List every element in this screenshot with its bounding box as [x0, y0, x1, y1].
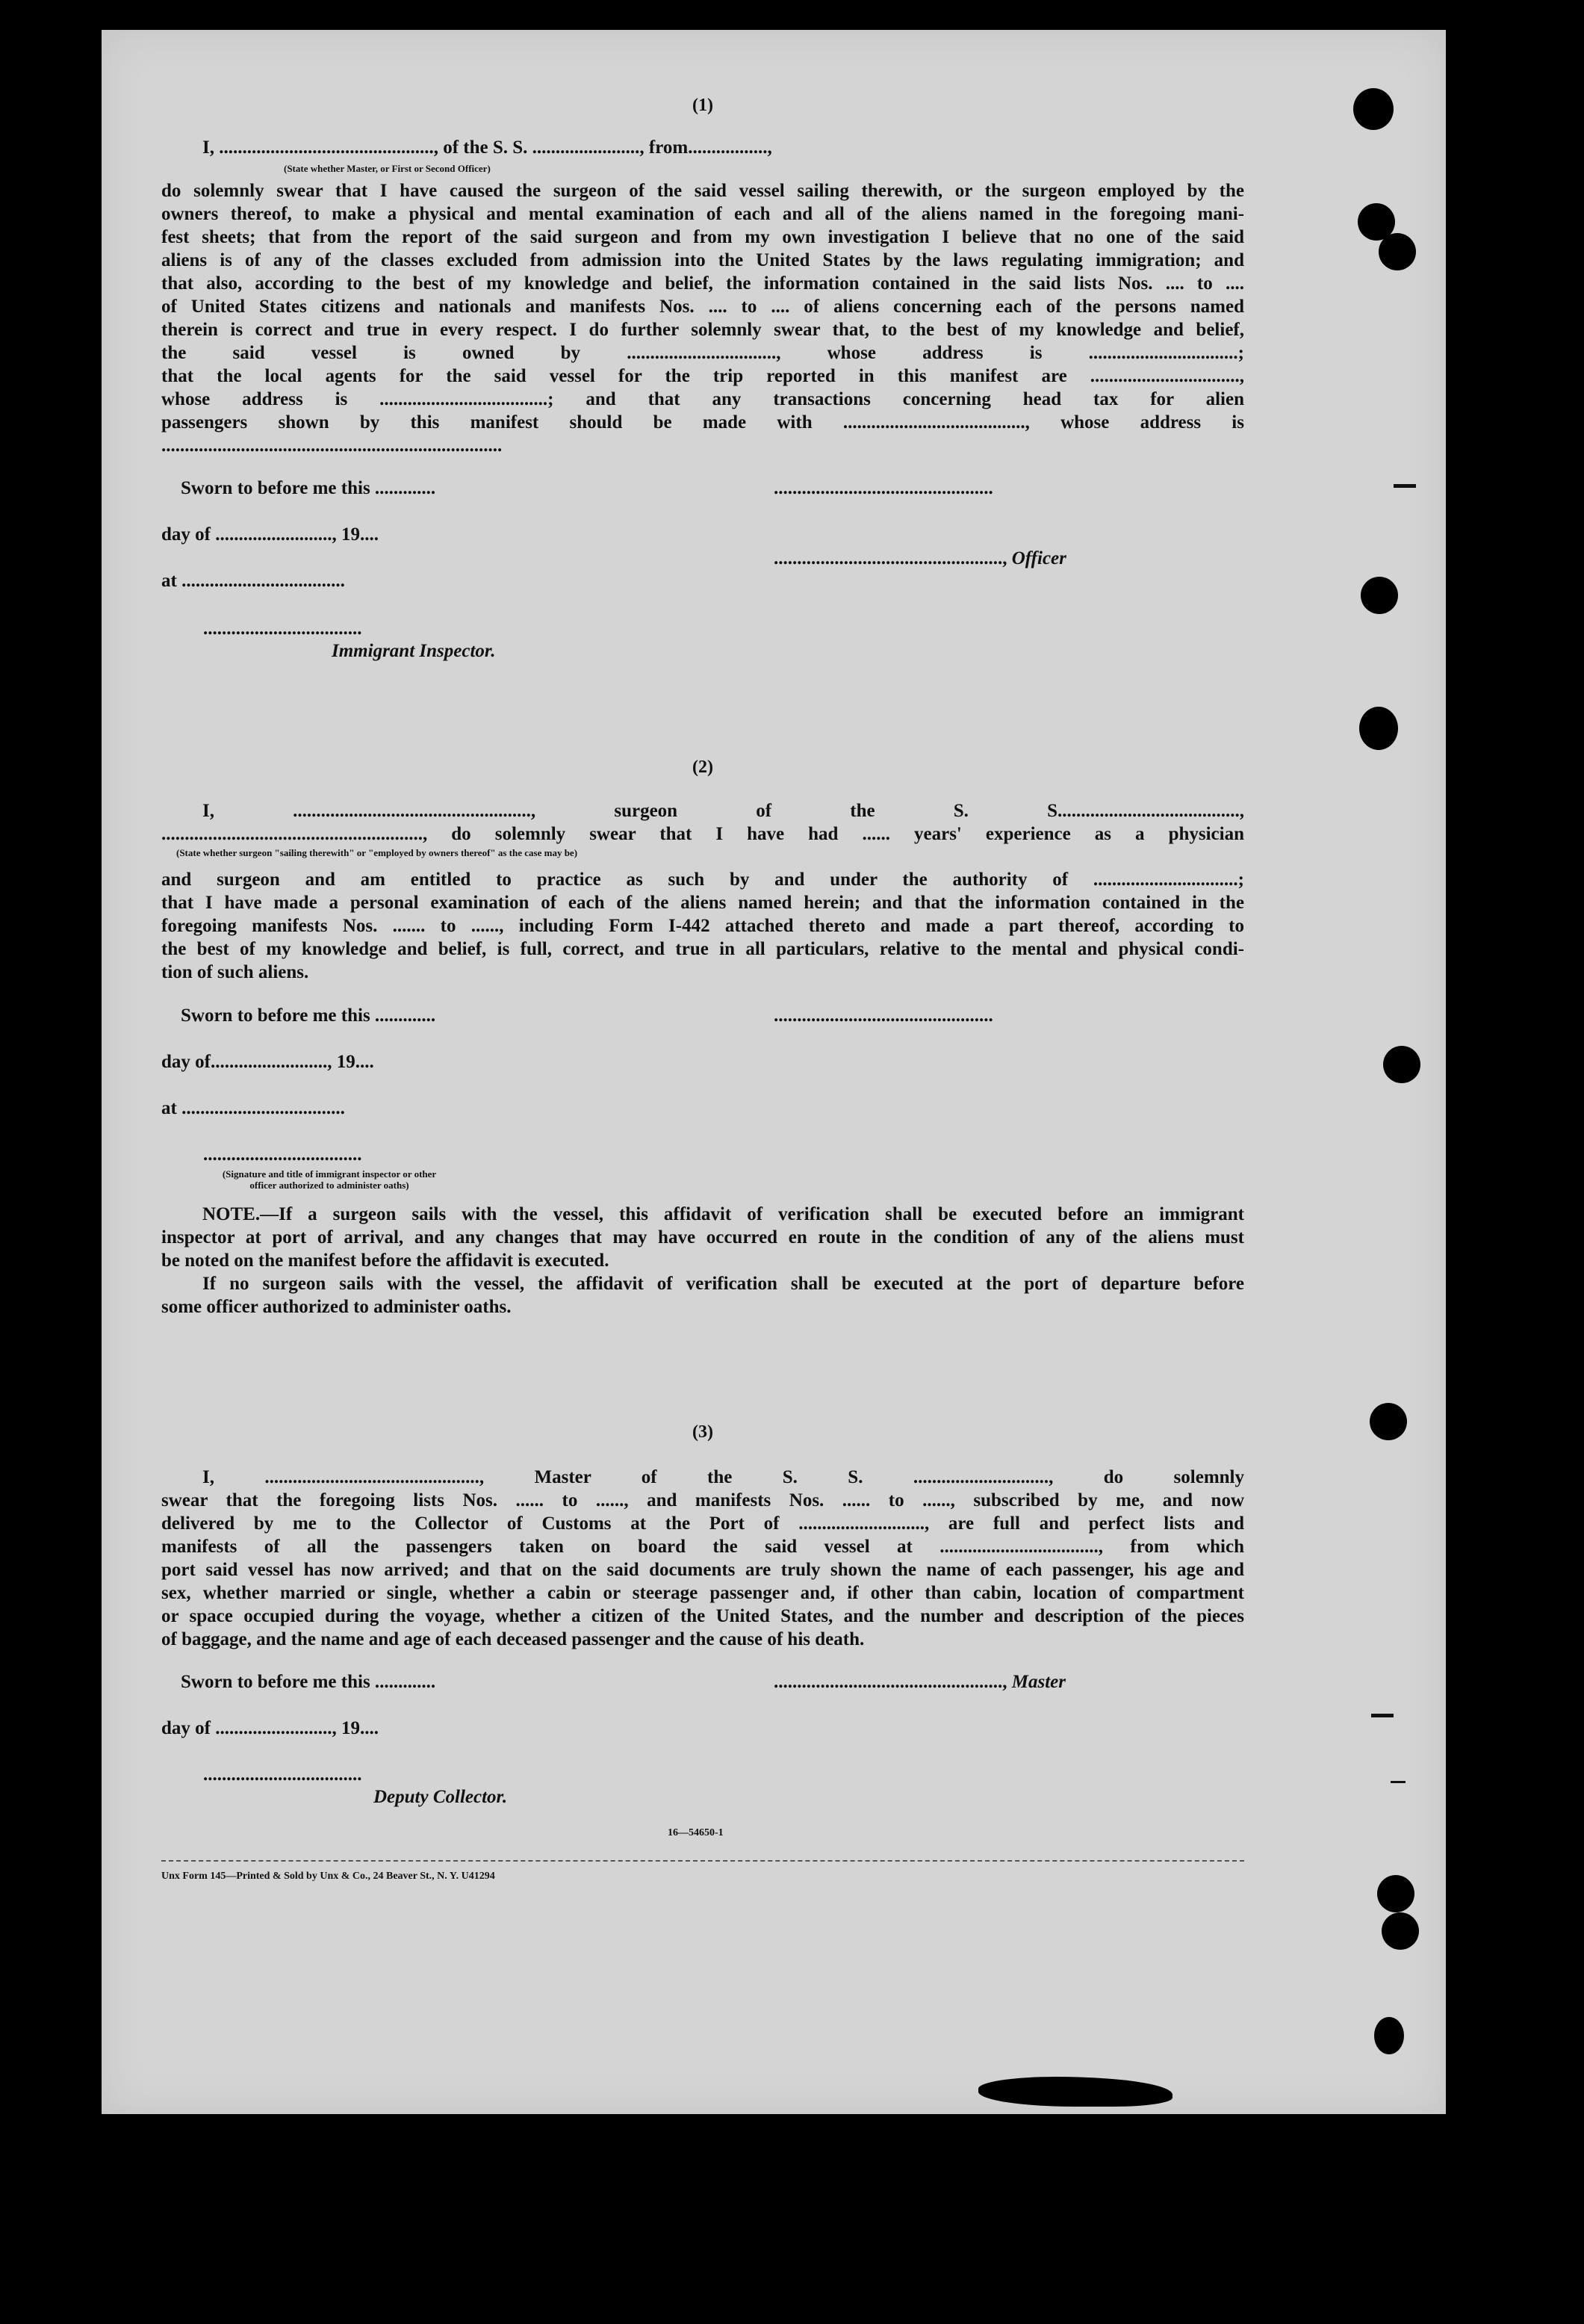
- section-1-at: at ...................................: [161, 571, 345, 591]
- officer-label: Officer: [1011, 548, 1066, 568]
- punch-hole: [1359, 707, 1398, 750]
- section-2-caption: (State whether surgeon "sailing therewith" or "employed by owners thereof" as the case may be): [176, 847, 578, 858]
- margin-mark: [1391, 1781, 1406, 1783]
- section-1-sworn: Sworn to before me this .............: [181, 478, 436, 498]
- section-2-at: at ...................................: [161, 1098, 345, 1118]
- section-3-sworn: Sworn to before me this .............: [181, 1672, 436, 1692]
- section-1-caption: (State whether Master, or First or Second Officer): [284, 163, 491, 174]
- punch-hole: [1361, 577, 1398, 614]
- section-2-body: and surgeon and am entitled to practice as such by and under the authority of ...............................; that I have made a personal examination of each of the aliens named herein; and that the information contained in the foregoing manifests Nos. ....... to ......, including Form I-442 attached thereto and made a part thereof, according to the best of my knowledge and belief, is full, correct, and true in all particulars, relative to the mental and physical condi- tion of such aliens.: [161, 870, 1244, 982]
- section-2-day: day of........................., 19....: [161, 1052, 374, 1072]
- section-1-signature-line: ..................................: [203, 619, 362, 639]
- punch-hole: [1382, 1912, 1419, 1950]
- section-2-sworn: Sworn to before me this .............: [181, 1005, 436, 1026]
- section-2-first-line: I, ..................................................., surgeon of the S. S.......................................,: [202, 801, 1244, 821]
- punch-hole: [1370, 1403, 1407, 1440]
- footer-divider: [161, 1860, 1244, 1862]
- margin-mark: [1371, 1714, 1394, 1717]
- section-1-officer-line: ................................................., Officer: [774, 548, 1066, 568]
- printer-footer: Unx Form 145—Printed & Sold by Unx & Co., 24 Beaver St., N. Y. U41294: [161, 1871, 495, 1882]
- section-1-signature-label: Immigrant Inspector.: [332, 641, 496, 661]
- section-3-body: I, .............................................., Master of the S. S. ............................., do solemnly swear that the foregoing lists Nos. ...... to ......, and manifests Nos. ...... to ......, subscribed by me, and now delivered by me to the Collector of Customs at the Port of ..........................., are full and perfect lists and manifests of all the passengers taken on board the said vessel at .................................., from which port said vessel has now arrived; and that on the said documents are truly shown the name of each passenger, his age and sex, whether married or single, whether a cabin or steerage passenger and, if other than cabin, location of compartment or space occupied during the voyage, whether a citizen of the United States, and the number and description of the pieces of baggage, and the name and age of each deceased passenger and the cause of his death.: [161, 1467, 1244, 1649]
- section-1-first-line: I, .............................................., of the S. S. ......................., from.................,: [202, 137, 772, 158]
- punch-hole: [1374, 2017, 1404, 2054]
- section-2-signature-caption: (Signature and title of immigrant inspector or other officer authorized to administer oaths): [222, 1168, 437, 1191]
- section-3-signature-label: Deputy Collector.: [373, 1787, 508, 1807]
- section-1-day: day of ........................., 19....: [161, 524, 379, 545]
- section-2-number: (2): [692, 757, 713, 777]
- punch-hole: [1383, 1046, 1420, 1083]
- margin-mark: [1394, 484, 1416, 488]
- section-2-note: NOTE.—If a surgeon sails with the vessel, this affidavit of verification shall be executed before an immigrant inspector at port of arrival, and any changes that may have occurred en route in the condition of any of the aliens must be noted on the manifest before the affidavit is executed. If no surgeon sails with the vessel, the affidavit of verification shall be executed at the port of departure before some officer authorized to administer oaths.: [161, 1204, 1244, 1317]
- section-1-number: (1): [692, 96, 713, 115]
- section-2-signature-line: ..................................: [203, 1144, 362, 1165]
- section-2-right-signature: ...............................................: [774, 1005, 993, 1026]
- section-3-master-line: ................................................., Master: [774, 1672, 1066, 1692]
- section-2-second-line: ........................................................, do solemnly swear that I have had ...... years' experience as a physician: [161, 824, 1244, 844]
- section-3-number: (3): [692, 1422, 713, 1442]
- master-label: Master: [1011, 1672, 1066, 1692]
- section-3-day: day of ........................., 19....: [161, 1718, 379, 1738]
- form-code: 16—54650-1: [668, 1827, 724, 1838]
- section-3-signature-line: ..................................: [203, 1764, 362, 1785]
- punch-hole: [1377, 1875, 1414, 1912]
- punch-hole: [1379, 233, 1416, 270]
- punch-hole: [1353, 88, 1394, 130]
- section-1-body: do solemnly swear that I have caused the surgeon of the said vessel sailing therewith, or the surgeon employed by the owners thereof, to make a physical and mental examination of each and all of the aliens named in the foregoing mani- fest sheets; that from the report of the said surgeon and from my own investigation I believe that no one of the said aliens is of any of the classes excluded from admission into the United States by the laws regulating immigration; and that also, according to the best of my knowledge and belief, the information contained in the said lists Nos. .... to .... of United States citizens and nationals and manifests Nos. .... to .... of aliens concerning each of the persons named therein is correct and true in every respect. I do further solemnly swear that, to the best of my knowledge and belief, the said vessel is owned by ................................, whose address is ................................; that the local agents for the said vessel for the trip reported in this manifest are ................................, whose address is ....................................; and that any transactions concerning head tax for alien passengers shown by this manifest should be made with ......................................., whose address is .........................................................................: [161, 181, 1244, 456]
- section-1-officer-dots: ...............................................: [774, 478, 993, 498]
